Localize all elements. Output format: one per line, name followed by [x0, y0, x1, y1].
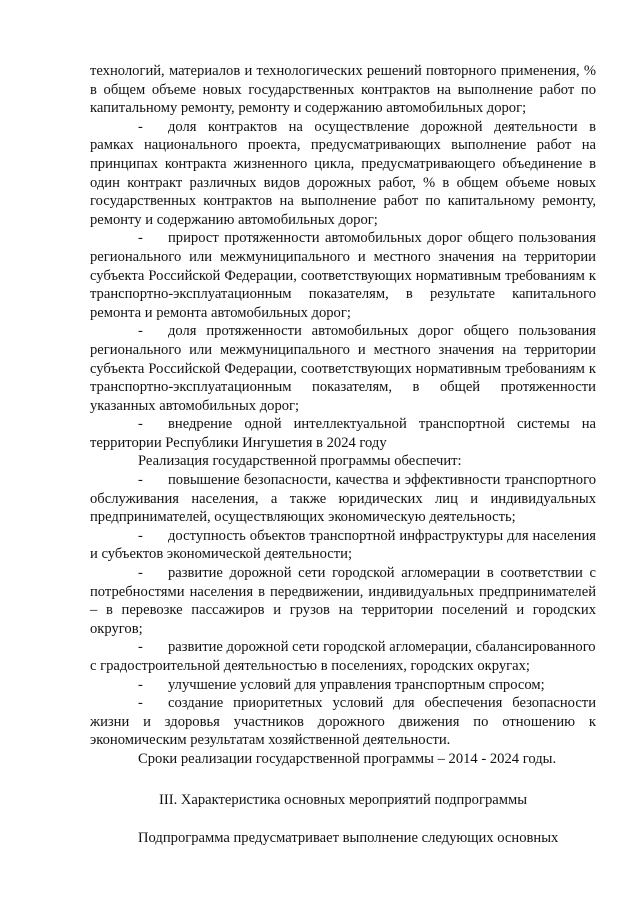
section-heading: III. Характеристика основных мероприятий подпрограммы: [158, 791, 527, 808]
spacer: [90, 769, 596, 791]
list-item-text: создание приоритетных условий для обеспечения безопасности жизни и здоровья участников дорожного движения по отношению к экономическим результатам хозяйственной деятельности.: [90, 695, 596, 749]
dash-marker: -: [138, 472, 143, 489]
list-item-text: развитие дорожной сети городской агломерации, сбалансированного: [168, 639, 596, 656]
list-item: [90, 676, 596, 695]
document-text: [90, 62, 596, 848]
dash-marker: -: [138, 416, 143, 433]
paragraph-continuation: технологий, материалов и технологических решений повторного применения, % в общем объеме новых государственных контрактов на выполнение работ по капитальному ремонту, ремонту и содержанию автомобильных дорог;: [90, 63, 596, 117]
list-item: [90, 471, 596, 527]
list-item: [90, 638, 596, 657]
paragraph-continuation: с градостроительной деятельностью в поселениях, городских округах;: [90, 658, 530, 674]
list-item: [90, 694, 596, 750]
list-item: [90, 527, 596, 564]
dash-marker: -: [138, 527, 143, 544]
dash-marker: -: [138, 565, 143, 582]
list-item: [90, 322, 596, 415]
dash-marker: -: [138, 118, 143, 135]
dash-marker: -: [138, 639, 143, 656]
dash-marker: -: [138, 323, 143, 340]
list-item: [90, 564, 596, 638]
list-item: [90, 118, 596, 230]
paragraph: Реализация государственной программы обеспечит:: [138, 453, 462, 470]
dash-marker: -: [138, 676, 143, 693]
list-item: [90, 229, 596, 322]
list-item-text: внедрение одной интеллектуальной транспортной системы на территории Республики Ингушетия в 2024 году: [90, 416, 596, 451]
list-item-text: прирост протяженности автомобильных дорог общего пользования регионального или межмуниципального и местного значения на территории субъекта Российской Федерации, соответствующих нормативным требованиям к транспортно-эксплуатационным показателям, в результате капитального ремонта и ремонта автомобильных дорог;: [90, 230, 596, 321]
paragraph: Сроки реализации государственной программы – 2014 - 2024 годы.: [138, 750, 557, 767]
list-item-text: доступность объектов транспортной инфраструктуры для населения и субъектов экономической деятельности;: [90, 527, 596, 563]
list-item-text: повышение безопасности, качества и эффективности транспортного обслуживания населения, а также юридических лиц и индивидуальных предпринимателей, осуществляющих экономическую деятельность;: [90, 472, 596, 526]
list-item: [90, 415, 596, 452]
list-item-text: развитие дорожной сети городской агломерации в соответствии с потребностями населения в передвижении, индивидуальных предпринимателей – в перевозке пассажиров и грузов на территории поселений и городских округов;: [90, 565, 596, 637]
dash-marker: -: [138, 230, 143, 247]
list-item-text: доля контрактов на осуществление дорожной деятельности в рамках национального проекта, предусматривающих выполнение работ на принципах контракта жизненного цикла, предусматривающего объединение в один контракт различных видов дорожных работ, % в общем объеме новых государственных контрактов на выполнение работ по капитальному ремонту, ремонту и содержанию автомобильных дорог;: [90, 118, 596, 228]
list-item-text: доля протяженности автомобильных дорог общего пользования регионального или межмуниципального и местного значения на территории субъекта Российской Федерации, соответствующих нормативным требованиям к транспортно-эксплуатационным показателям, в общей протяженности указанных автомобильных дорог;: [90, 323, 596, 414]
list-item-text: улучшение условий для управления транспортным спросом;: [168, 676, 545, 693]
dash-marker: -: [138, 695, 143, 712]
spacer: [90, 809, 596, 829]
paragraph: Подпрограмма предусматривает выполнение следующих основных: [138, 830, 559, 847]
